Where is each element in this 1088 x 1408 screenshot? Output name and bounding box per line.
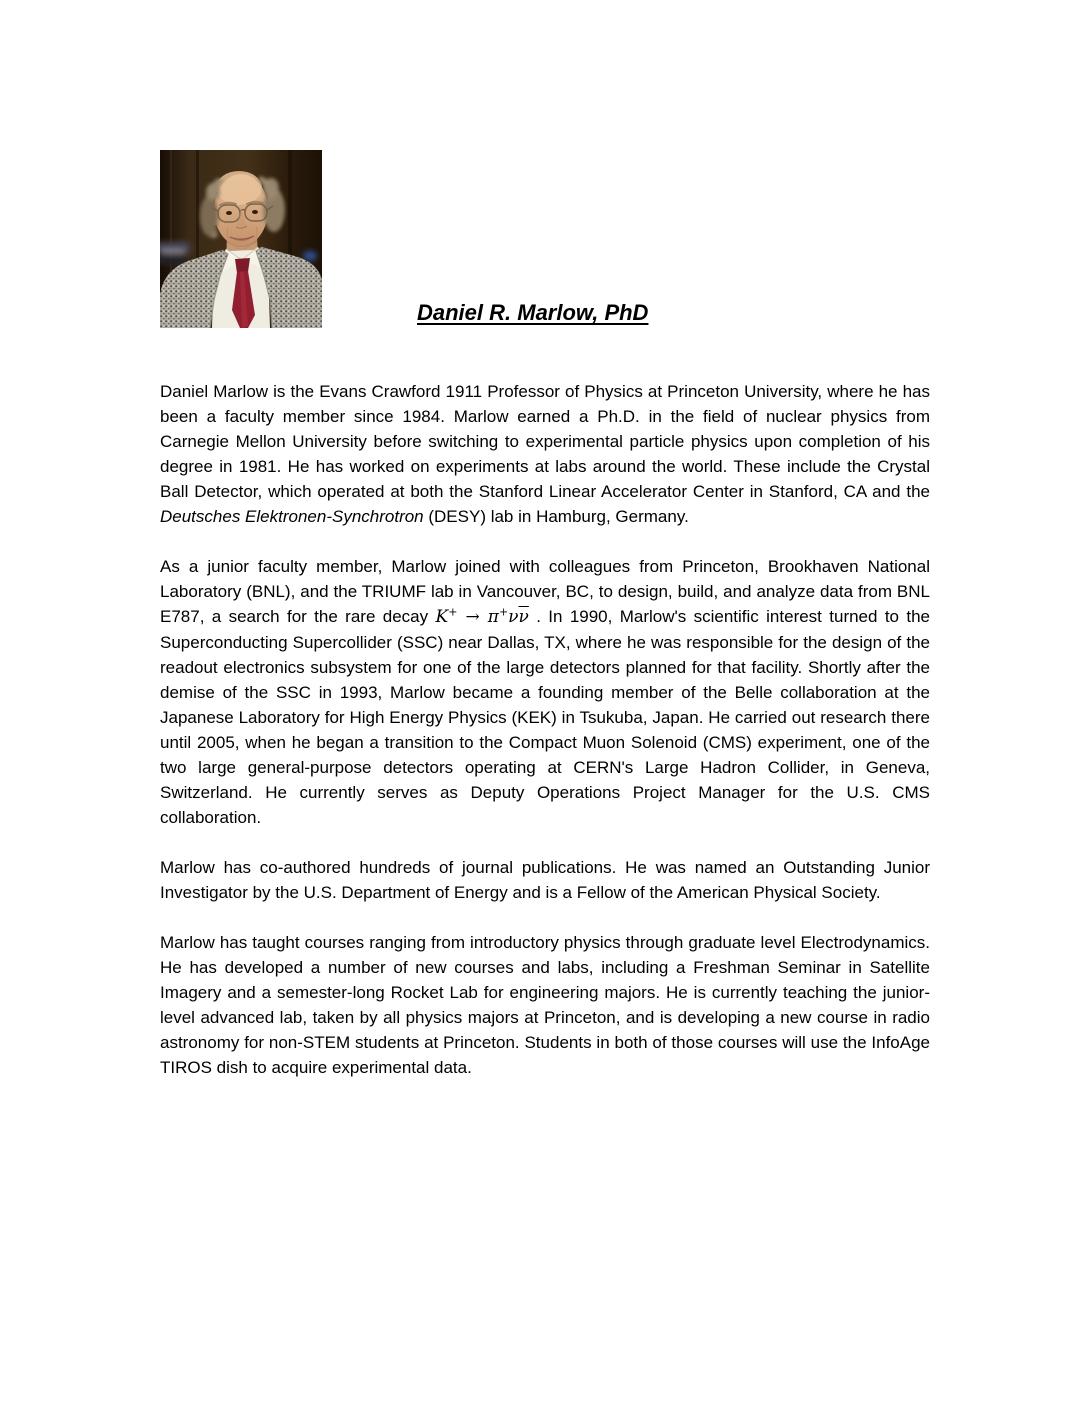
portrait-photo-image xyxy=(160,150,322,328)
bio-paragraph-research xyxy=(160,554,930,830)
biography-text xyxy=(160,379,930,1105)
portrait-photo xyxy=(160,150,322,328)
kaon-charge: + xyxy=(448,605,458,619)
page-title: Daniel R. Marlow, PhD xyxy=(417,300,649,325)
desy-lab-name: Deutsches Elektronen-Synchrotron xyxy=(160,507,424,526)
neutrino-symbol: ν xyxy=(508,607,519,627)
bio-paragraph-awards: Marlow has co-authored hundreds of journal publications. He was named an Outstanding Junior Investigator by the U.S. Department of Energy and is a Fellow of the American Physical Society. xyxy=(160,858,930,902)
bio-paragraph-intro-text: Daniel Marlow is the Evans Crawford 1911 Professor of Physics at Princeton University, where he has been a faculty member since 1984. Marlow earned a Ph.D. in the field of nuclear physics from Carnegie Mellon University before switching to experimental particle physics upon completion of his degree in 1981. He has worked on experiments at labs around the world. These include the Crystal Ball Detector, which operated at both the Stanford Linear Accelerator Center in Stanford, CA and the xyxy=(160,382,930,501)
pion-charge: + xyxy=(498,605,509,619)
kaon-symbol: K xyxy=(435,607,449,627)
bio-paragraph-teaching: Marlow has taught courses ranging from introductory physics through graduate level Electrodynamics. He has developed a number of new courses and labs, including a Freshman Seminar in Satellite Imagery and a semester-long Rocket Lab for engineering majors. He is currently teaching the junior-level advanced lab, taken by all physics majors at Princeton, and is developing a new course in radio astronomy for non-STEM students at Princeton. Students in both of those courses will use the InfoAge TIROS dish to acquire experimental data. xyxy=(160,933,930,1077)
bio-paragraph-research-tail: . In 1990, Marlow's scientific interest turned to the Superconducting Supercollider (SSC) near Dallas, TX, where he was responsible for the design of the readout electronics subsystem for one of the large detectors planned for that facility. Shortly after the demise of the SSC in 1993, Marlow became a founding member of the Belle collaboration at the Japanese Laboratory for High Energy Physics (KEK) in Tsukuba, Japan. He carried out research there until 2005, when he began a transition to the Compact Muon Solenoid (CMS) experiment, one of the two large general-purpose detectors operating at CERN's Large Hadron Collider, in Geneva, Switzerland. He currently serves as Deputy Operations Project Manager for the U.S. CMS collaboration. xyxy=(160,607,930,827)
antineutrino-symbol: $\overline{\nu}$ xyxy=(518,607,529,627)
bio-paragraph-intro xyxy=(160,379,930,529)
arrow-symbol: → xyxy=(465,607,480,627)
bio-paragraph-intro-tail: (DESY) lab in Hamburg, Germany. xyxy=(423,507,689,526)
pion-symbol: π xyxy=(487,607,499,627)
bio-paragraph-research-text: As a junior faculty member, Marlow joined with colleagues from Princeton, Brookhaven National Laboratory (BNL), and the TRIUMF lab in Vancouver, BC, to design, build, and analyze data from BNL E787, a search for the rare decay xyxy=(160,557,930,626)
decay-formula xyxy=(435,607,528,627)
